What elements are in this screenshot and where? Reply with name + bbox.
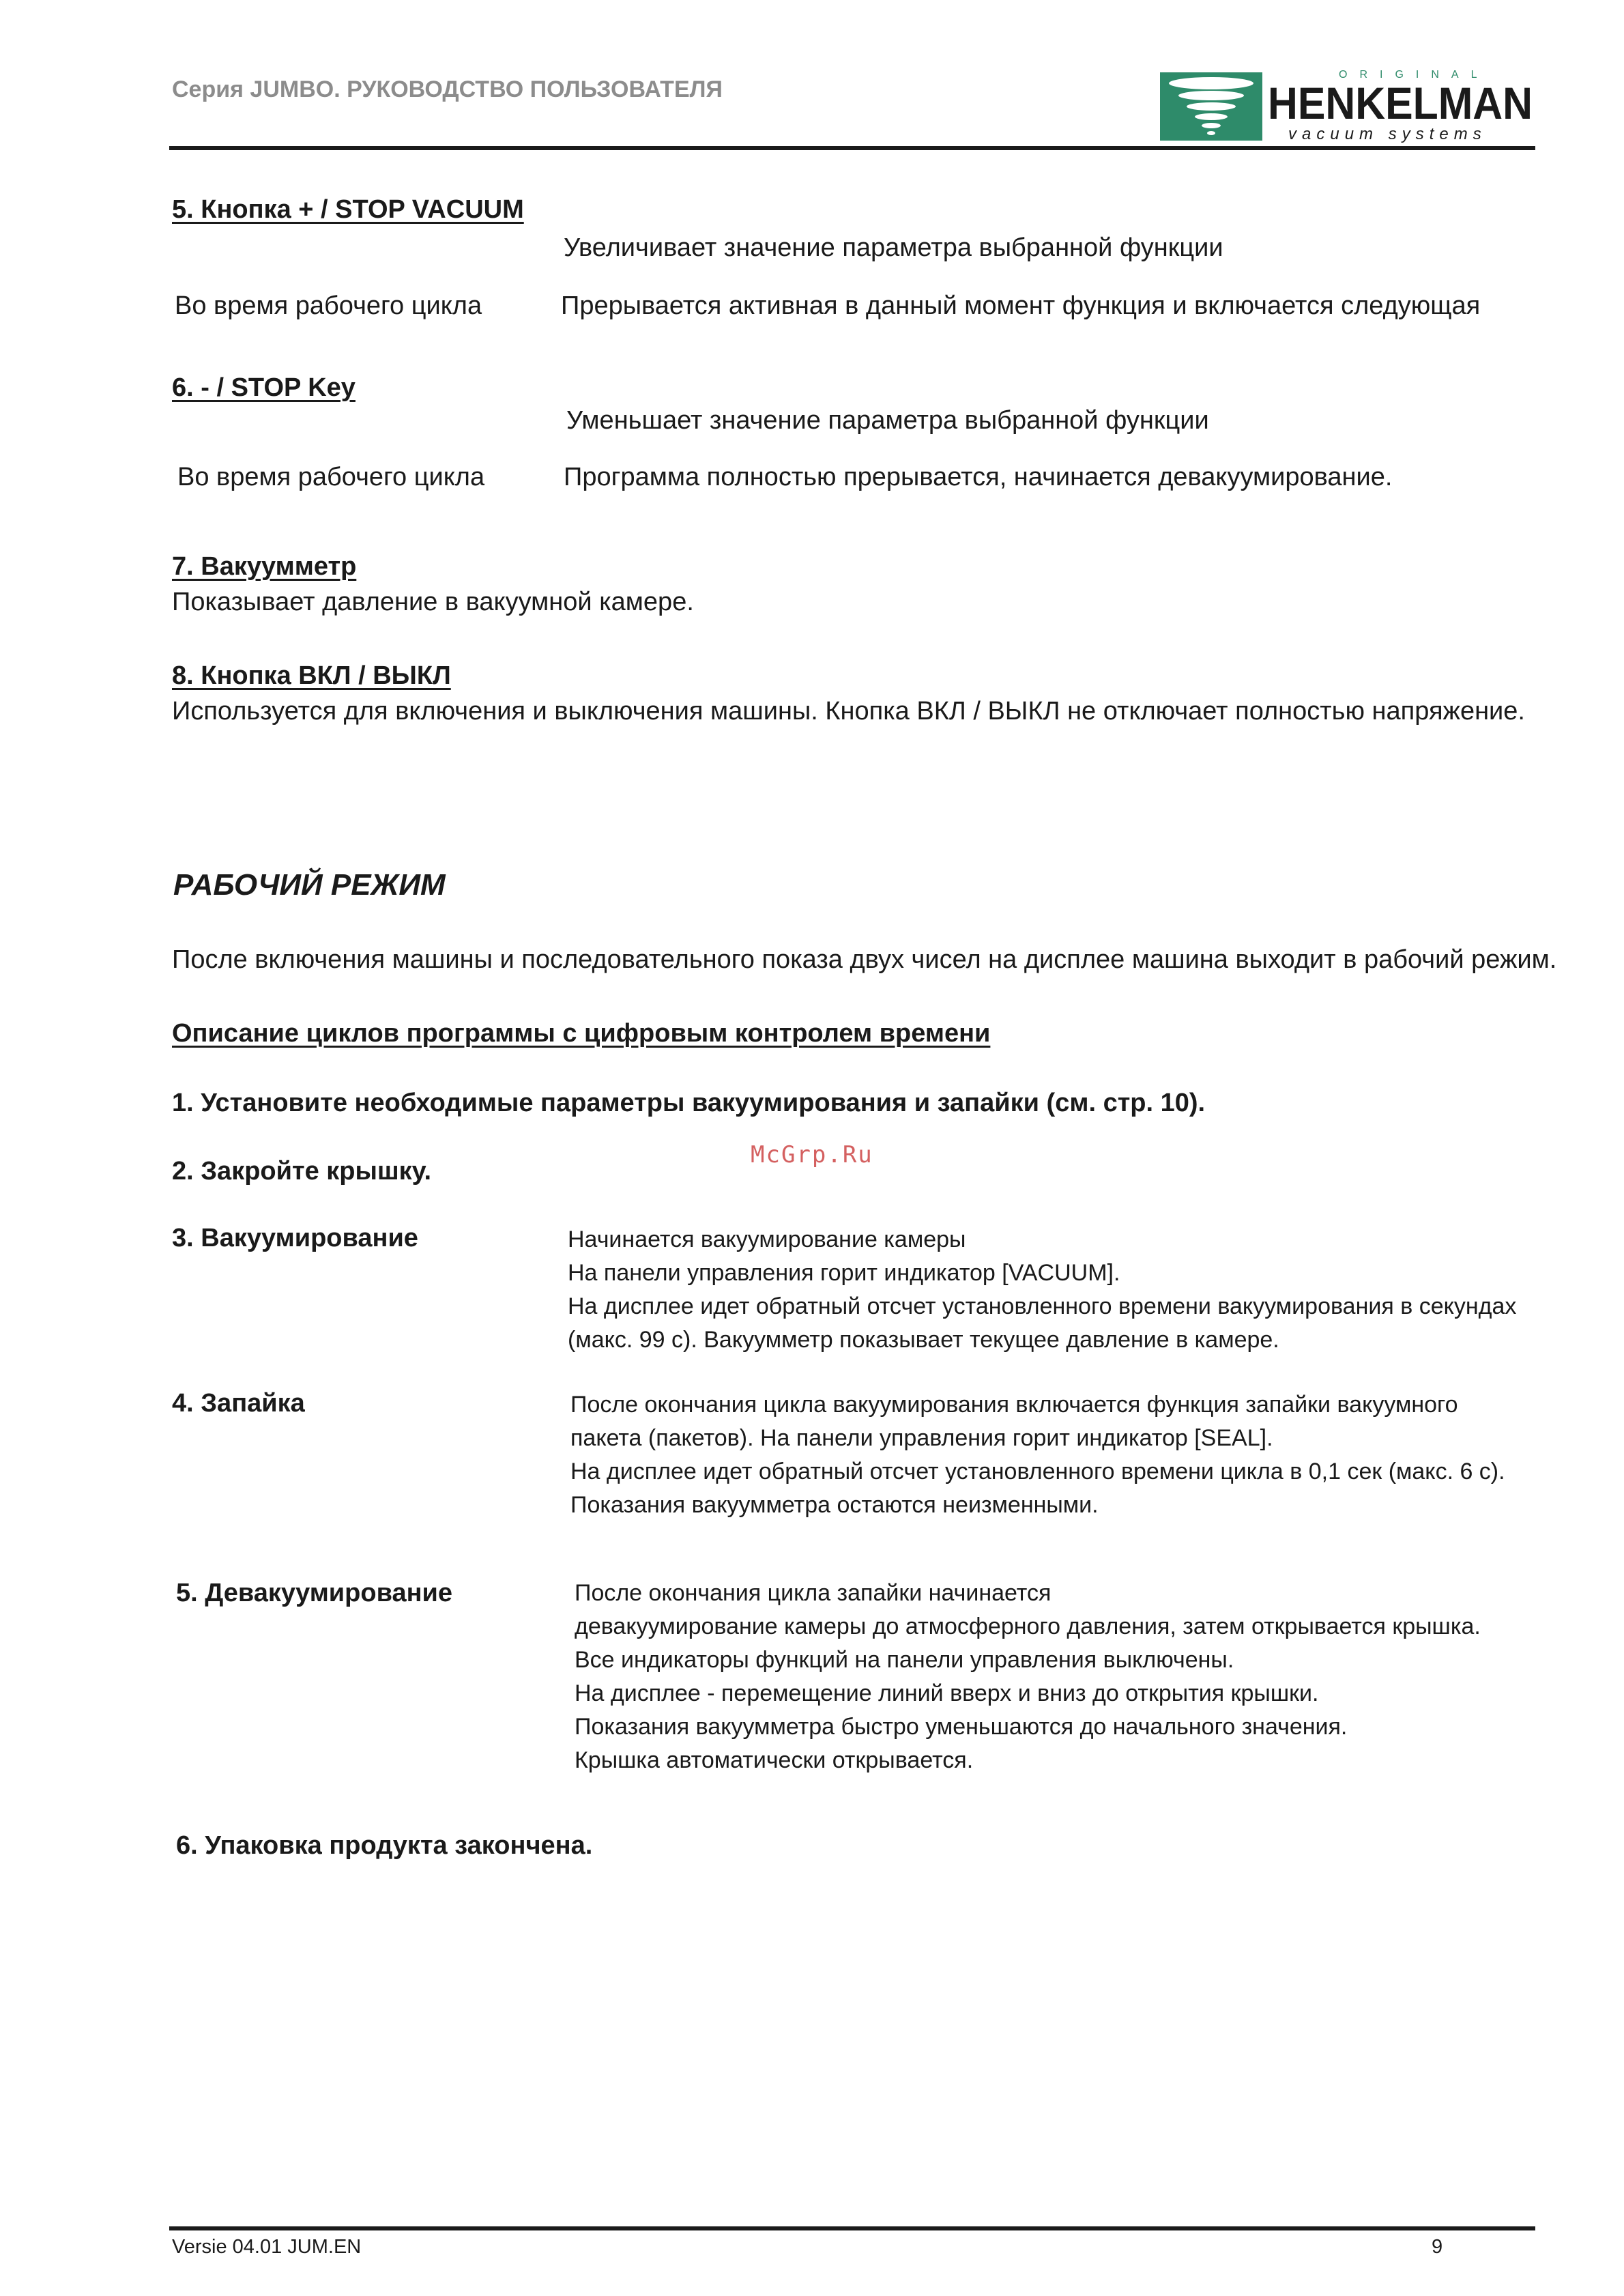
header-rule: [169, 146, 1535, 150]
step-5-line: Крышка автоматически открывается.: [575, 1747, 974, 1773]
section-8-title: 8. Кнопка ВКЛ / ВЫКЛ: [172, 661, 451, 690]
step-5-line: Показания вакуумметра быстро уменьшаются до начального значения.: [575, 1714, 1348, 1740]
section-7-title: 7. Вакуумметр: [172, 552, 357, 581]
section-6-label: Во время рабочего цикла: [177, 463, 485, 491]
section-6-title: 6. - / STOP Key: [172, 373, 356, 402]
henkelman-logo: [1160, 66, 1535, 146]
step-2: 2. Закройте крышку.: [172, 1157, 432, 1186]
document-header-title: Серия JUMBO. РУКОВОДСТВО ПОЛЬЗОВАТЕЛЯ: [172, 76, 723, 102]
section-6-line1: Уменьшает значение параметра выбранной функции: [566, 406, 1209, 435]
step-6: 6. Упаковка продукта закончена.: [176, 1831, 593, 1860]
footer-version: Versie 04.01 JUM.EN: [172, 2236, 362, 2258]
step-3-line: Начинается вакуумирование камеры: [568, 1226, 966, 1252]
step-4-line: На дисплее идет обратный отсчет установленного времени цикла в 0,1 сек (макс. 6 с).: [570, 1459, 1505, 1484]
footer-rule: [169, 2226, 1535, 2230]
section-8-text: Используется для включения и выключения машины. Кнопка ВКЛ / ВЫКЛ не отключает полностью напряжение.: [172, 697, 1525, 726]
step-5-line: На дисплее - перемещение линий вверх и вниз до открытия крышки.: [575, 1680, 1319, 1706]
step-3-description: [568, 1223, 1516, 1357]
cycle-description-subheading: Описание циклов программы с цифровым контролем времени: [172, 1019, 991, 1048]
step-4-label: 4. Запайка: [172, 1389, 305, 1418]
step-5-line: После окончания цикла запайки начинается: [575, 1580, 1052, 1606]
svg-text:HENKELMAN: HENKELMAN: [1268, 78, 1533, 128]
page-number: 9: [1432, 2236, 1443, 2258]
section-5-line2: Прерывается активная в данный момент функция и включается следующая: [561, 291, 1481, 320]
step-5-line: девакуумирование камеры до атмосферного давления, затем открывается крышка.: [575, 1613, 1481, 1639]
step-1: 1. Установите необходимые параметры вакуумирования и запайки (см. стр. 10).: [172, 1089, 1206, 1117]
step-3-line: На дисплее идет обратный отсчет установленного времени вакуумирования в секундах: [568, 1293, 1517, 1319]
watermark: McGrp.Ru: [751, 1141, 873, 1168]
step-4-description: [570, 1388, 1505, 1522]
step-4-line: После окончания цикла вакуумирования включается функция запайки вакуумного: [570, 1392, 1458, 1418]
step-4-line: Показания вакуумметра остаются неизменными.: [570, 1492, 1099, 1518]
svg-text:vacuum systems: vacuum systems: [1288, 125, 1487, 143]
working-mode-intro: После включения машины и последовательного показа двух чисел на дисплее машина выходит в рабочий режим.: [172, 945, 1557, 974]
step-3-line: (макс. 99 с). Вакуумметр показывает текущее давление в камере.: [568, 1327, 1279, 1353]
step-5-label: 5. Девакуумирование: [176, 1579, 453, 1607]
section-5-title: 5. Кнопка + / STOP VACUUM: [172, 195, 524, 224]
section-5-line1: Увеличивает значение параметра выбранной функции: [564, 233, 1223, 262]
step-5-line: Все индикаторы функций на панели управления выключены.: [575, 1647, 1234, 1673]
svg-text:ORIGINAL: ORIGINAL: [1339, 69, 1490, 81]
section-5-label: Во время рабочего цикла: [175, 291, 482, 320]
step-5-description: [575, 1577, 1481, 1777]
step-4-line: пакета (пакетов). На панели управления горит индикатор [SEAL].: [570, 1425, 1273, 1451]
step-3-label: 3. Вакуумирование: [172, 1224, 418, 1252]
step-3-line: На панели управления горит индикатор [VACUUM].: [568, 1260, 1120, 1286]
section-6-line2: Программа полностью прерывается, начинается девакуумирование.: [564, 463, 1393, 491]
working-mode-heading: РАБОЧИЙ РЕЖИМ: [173, 868, 446, 902]
section-7-text: Показывает давление в вакуумной камере.: [172, 588, 694, 616]
